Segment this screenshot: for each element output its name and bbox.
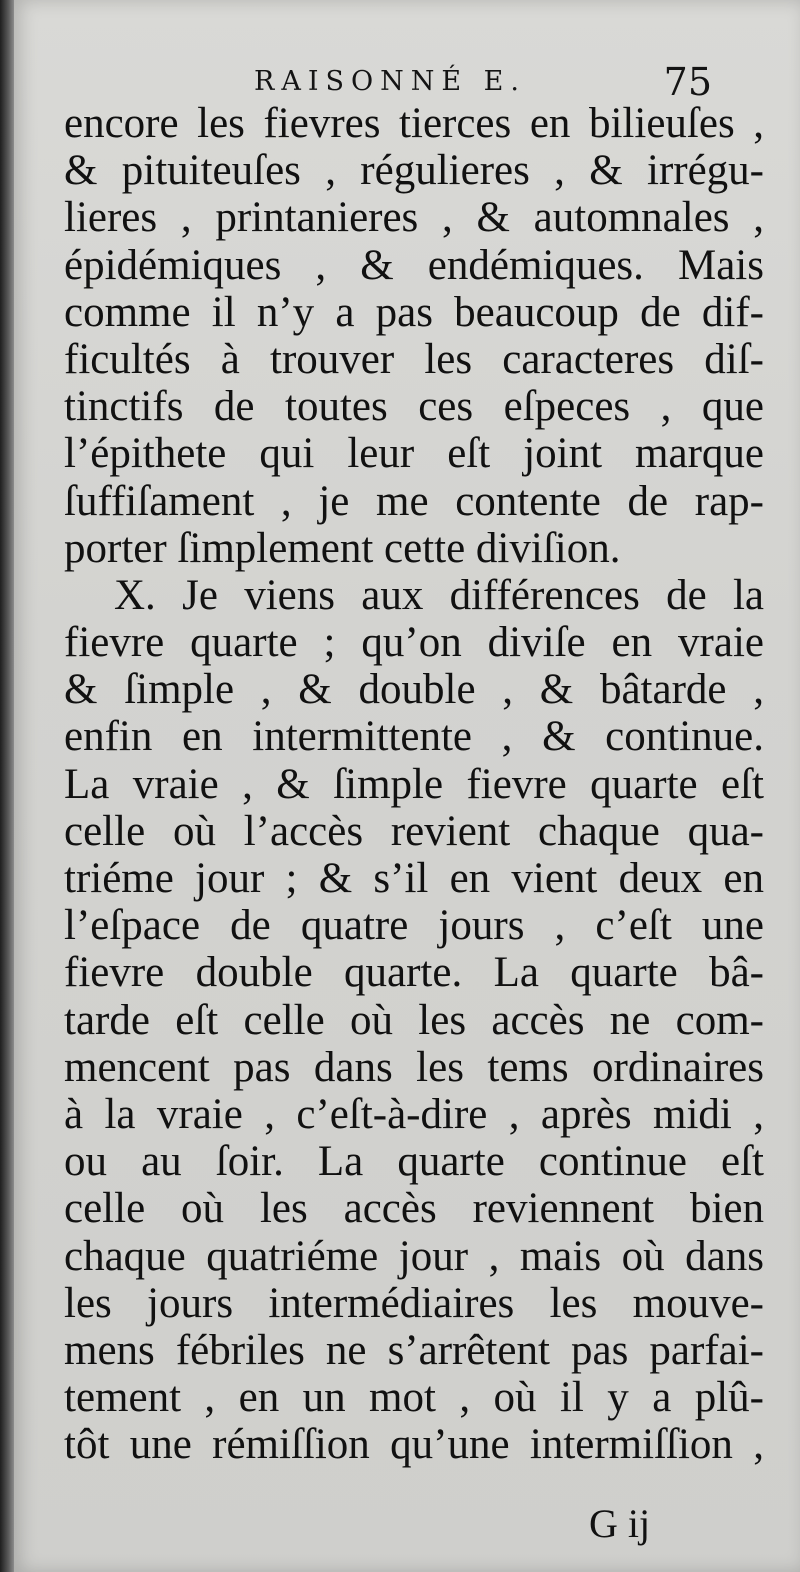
- running-head: [14, 60, 800, 104]
- body-text: [64, 100, 764, 1468]
- text-line: celle où l’accès revient chaque qua-: [64, 807, 764, 855]
- text-line: ficultés à trouver les caracteres diſ-: [64, 335, 764, 383]
- text-line: tement , en un mot , où il y a plû-: [64, 1374, 764, 1422]
- text-line: & ſimple , & double , & bâtarde ,: [64, 666, 764, 714]
- text-line: l’eſpace de quatre jours , c’eſt une: [64, 902, 764, 950]
- text-line: ſuffiſament , je me contente de rap-: [64, 477, 764, 525]
- text-line: porter ſimplement cette diviſion.: [64, 524, 621, 572]
- text-line: lieres , printanieres , & automnales ,: [64, 194, 764, 242]
- text-line: La vraie , & ſimple fievre quarte eſt: [64, 760, 764, 808]
- text-line: tarde eſt celle où les accès ne com-: [64, 996, 764, 1044]
- text-line: à la vraie , c’eſt-à-dire , après midi ,: [64, 1090, 764, 1138]
- paragraph-start-line: X. Je viens aux différences de la: [114, 571, 764, 619]
- signature-mark: G ij: [589, 1501, 651, 1546]
- text-line: ou au ſoir. La quarte continue eſt: [64, 1138, 764, 1186]
- text-line: tinctifs de toutes ces eſpeces , que: [64, 383, 764, 431]
- book-page: [14, 0, 800, 1572]
- text-line: encore les fievres tierces en bilieuſes ,: [64, 100, 764, 147]
- text-line: enfin en intermittente , & continue.: [64, 713, 764, 761]
- text-line: comme il n’y a pas beaucoup de dif-: [64, 288, 764, 336]
- text-line: mens fébriles ne s’arrêtent pas parfai-: [64, 1326, 764, 1374]
- page-binding-edge: [0, 0, 14, 1572]
- text-line: fievre quarte ; qu’on diviſe en vraie: [64, 619, 764, 667]
- running-head-title: RAISONNÉ E.: [254, 66, 526, 97]
- text-line: l’épithete qui leur eſt joint marque: [64, 430, 764, 478]
- text-line: les jours intermédiaires les mouve-: [64, 1279, 764, 1327]
- text-line: mencent pas dans les tems ordinaires: [64, 1043, 764, 1091]
- page-number: 75: [663, 60, 712, 104]
- text-line: fievre double quarte. La quarte bâ-: [64, 949, 764, 997]
- text-line: tôt une rémiſſion qu’une intermiſſion ,: [64, 1421, 764, 1469]
- text-line: épidémiques , & endémiques. Mais: [64, 241, 764, 289]
- text-line: celle où les accès reviennent bien: [64, 1185, 764, 1233]
- text-line: & pituiteuſes , régulieres , & irrégu-: [64, 147, 764, 195]
- text-line: triéme jour ; & s’il en vient deux en: [64, 855, 764, 902]
- text-line: chaque quatriéme jour , mais où dans: [64, 1232, 764, 1280]
